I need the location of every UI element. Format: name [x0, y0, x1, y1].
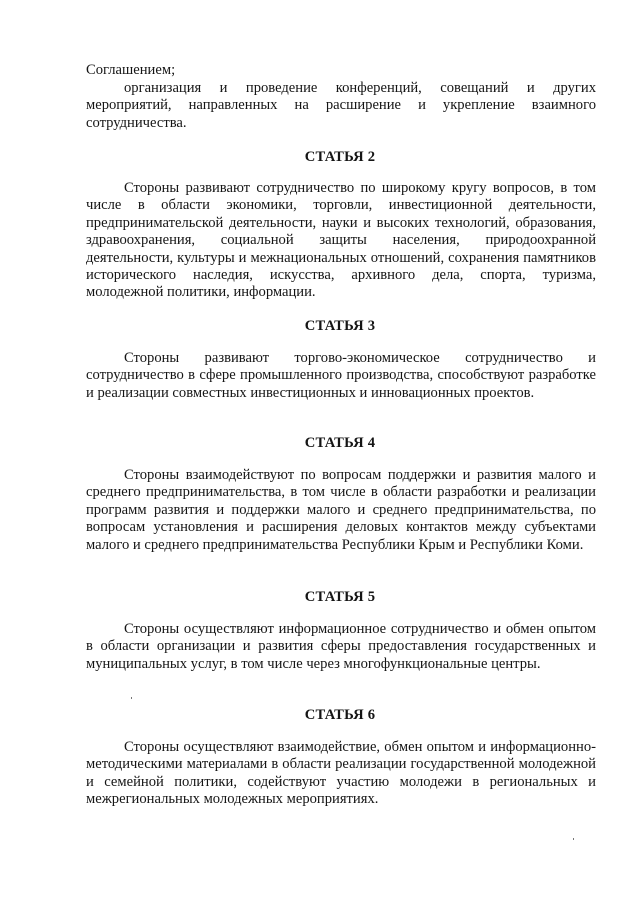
- article-2-text: Стороны развивают сотрудничество по широкому кругу вопросов, в том числе в области экономики, торговли, инвестиционной деятельности, предпринимательской деятельности, науки и высоких технологий, образования, здравоохранения, социальной защиты населения, природоохранной деятельности, культуры и межнациональных отношений, сохранения памятников исторического наследия, искусства, архивного дела, спорта, туризма, молодежной политики, информации.: [86, 180, 596, 301]
- article-6-heading: СТАТЬЯ 6: [304, 707, 376, 723]
- article-6-text: Стороны осуществляют взаимодействие, обмен опытом и информационно-методическими материалами в области реализации государственной молодежной и семейной политики, содействуют участию молодежи в региональных и межрегиональных молодежных мероприятиях.: [86, 739, 596, 808]
- article-5-heading: СТАТЬЯ 5: [304, 589, 376, 605]
- article-4-heading: СТАТЬЯ 4: [304, 435, 376, 451]
- intro-line: Соглашением;: [86, 62, 176, 78]
- article-2-heading: СТАТЬЯ 2: [304, 149, 376, 165]
- scan-speck: [131, 697, 132, 699]
- article-3-heading: СТАТЬЯ 3: [304, 318, 376, 334]
- article-3-text: Стороны развивают торгово-экономическое сотрудничество и сотрудничество в сфере промышленного производства, способствуют разработке и реализации совместных инвестиционных и инновационных проектов.: [86, 350, 596, 401]
- scan-speck: [573, 838, 574, 840]
- intro-paragraph: организация и проведение конференций, совещаний и других мероприятий, направленных на расширение и укрепление взаимного сотрудничества.: [86, 80, 596, 131]
- article-5-text: Стороны осуществляют информационное сотрудничество и обмен опытом в области организации и развития сферы предоставления государственных и муниципальных услуг, в том числе через многофункциональные центры.: [86, 621, 596, 672]
- article-4-text: Стороны взаимодействуют по вопросам поддержки и развития малого и среднего предпринимательства, в том числе в области разработки и реализации программ развития и поддержки малого и среднего предпринимательства, по вопросам установления и расширения деловых контактов между субъектами малого и среднего предпринимательства Республики Крым и Республики Коми.: [86, 467, 596, 553]
